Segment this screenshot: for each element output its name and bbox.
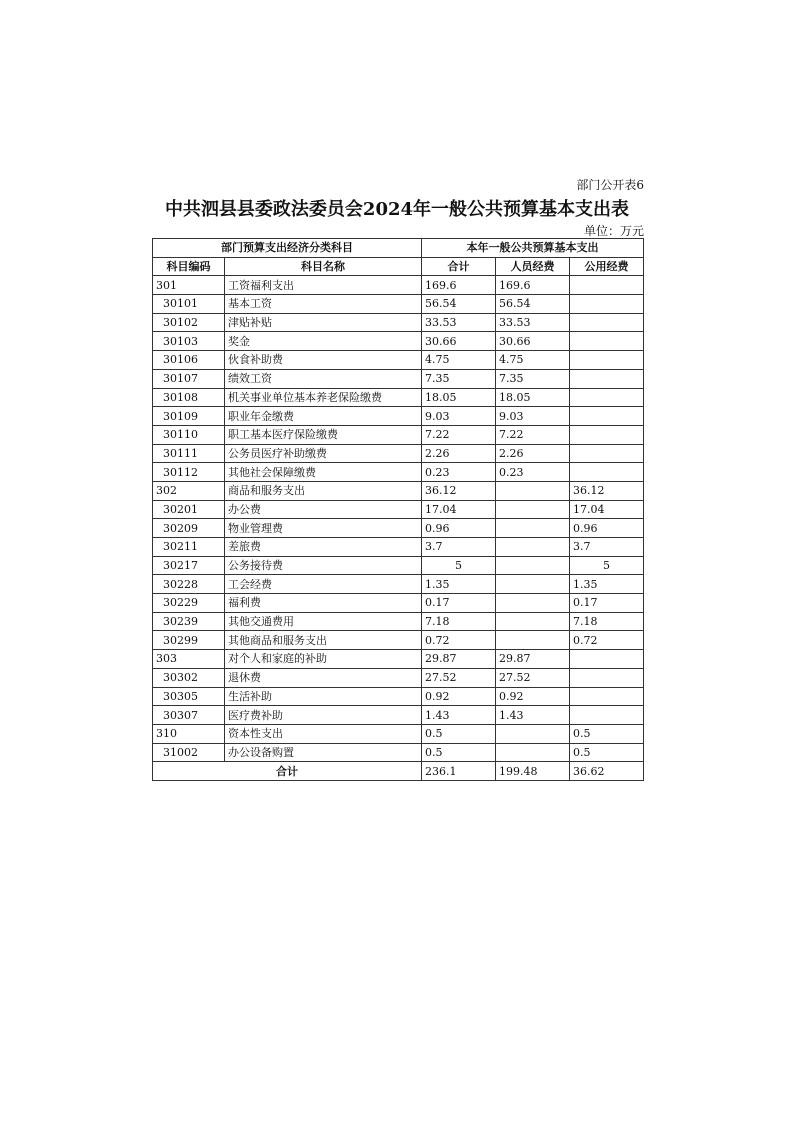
row-total: 0.17 (422, 594, 496, 613)
row-public: 7.18 (570, 612, 644, 631)
row-code: 30107 (153, 369, 225, 388)
row-code: 30228 (153, 575, 225, 594)
total-row (153, 762, 644, 781)
row-name: 绩效工资 (225, 369, 422, 388)
row-public (570, 295, 644, 314)
table-row (153, 594, 644, 613)
row-personnel: 4.75 (496, 351, 570, 370)
row-name: 机关事业单位基本养老保险缴费 (225, 388, 422, 407)
row-personnel (496, 631, 570, 650)
row-total: 9.03 (422, 407, 496, 426)
row-code: 30302 (153, 668, 225, 687)
row-personnel (496, 481, 570, 500)
row-personnel (496, 724, 570, 743)
row-personnel: 0.23 (496, 463, 570, 482)
row-name: 奖金 (225, 332, 422, 351)
row-personnel: 1.43 (496, 706, 570, 725)
row-code: 30101 (153, 295, 225, 314)
row-name: 办公费 (225, 500, 422, 519)
row-public (570, 668, 644, 687)
row-name: 生活补助 (225, 687, 422, 706)
row-total: 33.53 (422, 313, 496, 332)
table-row (153, 276, 644, 295)
budget-table (152, 238, 644, 781)
table-row (153, 295, 644, 314)
row-code: 30209 (153, 519, 225, 538)
row-total: 0.96 (422, 519, 496, 538)
row-personnel: 0.92 (496, 687, 570, 706)
row-name: 基本工资 (225, 295, 422, 314)
row-code: 30106 (153, 351, 225, 370)
table-row (153, 519, 644, 538)
row-total: 4.75 (422, 351, 496, 370)
row-name: 商品和服务支出 (225, 481, 422, 500)
row-name: 其他社会保障缴费 (225, 463, 422, 482)
row-total: 0.72 (422, 631, 496, 650)
table-row (153, 351, 644, 370)
row-personnel (496, 743, 570, 762)
row-public (570, 650, 644, 669)
row-personnel: 9.03 (496, 407, 570, 426)
row-total: 3.7 (422, 538, 496, 557)
row-personnel: 7.22 (496, 425, 570, 444)
row-public (570, 687, 644, 706)
table-row (153, 369, 644, 388)
table-row (153, 743, 644, 762)
row-code: 30102 (153, 313, 225, 332)
row-total: 7.22 (422, 425, 496, 444)
row-public (570, 276, 644, 295)
row-public: 0.72 (570, 631, 644, 650)
table-row (153, 668, 644, 687)
table-row (153, 612, 644, 631)
row-personnel (496, 556, 570, 575)
row-total: 169.6 (422, 276, 496, 295)
row-name: 办公设备购置 (225, 743, 422, 762)
table-row (153, 538, 644, 557)
row-personnel (496, 500, 570, 519)
row-personnel (496, 612, 570, 631)
row-personnel: 33.53 (496, 313, 570, 332)
group-header-classification: 部门预算支出经济分类科目 (153, 239, 422, 258)
row-public (570, 706, 644, 725)
column-header-code: 科目编码 (153, 257, 225, 276)
row-total: 0.5 (422, 743, 496, 762)
table-row (153, 313, 644, 332)
row-personnel (496, 594, 570, 613)
row-public (570, 332, 644, 351)
total-total: 236.1 (422, 762, 496, 781)
row-public (570, 463, 644, 482)
table-row (153, 650, 644, 669)
row-total: 7.35 (422, 369, 496, 388)
row-name: 对个人和家庭的补助 (225, 650, 422, 669)
row-name: 其他商品和服务支出 (225, 631, 422, 650)
row-total: 2.26 (422, 444, 496, 463)
row-name: 工资福利支出 (225, 276, 422, 295)
column-header-row (153, 257, 644, 276)
row-name: 退休费 (225, 668, 422, 687)
row-total: 5 (422, 556, 496, 575)
row-name: 其他交通费用 (225, 612, 422, 631)
table-row (153, 407, 644, 426)
table-row (153, 425, 644, 444)
row-code: 301 (153, 276, 225, 295)
row-code: 30108 (153, 388, 225, 407)
column-header-personnel: 人员经费 (496, 257, 570, 276)
total-public: 36.62 (570, 762, 644, 781)
column-header-name: 科目名称 (225, 257, 422, 276)
row-name: 公务员医疗补助缴费 (225, 444, 422, 463)
row-name: 公务接待费 (225, 556, 422, 575)
row-total: 0.23 (422, 463, 496, 482)
row-total: 30.66 (422, 332, 496, 351)
row-code: 302 (153, 481, 225, 500)
row-code: 310 (153, 724, 225, 743)
row-personnel (496, 575, 570, 594)
table-row (153, 706, 644, 725)
row-code: 30217 (153, 556, 225, 575)
row-personnel: 27.52 (496, 668, 570, 687)
row-public (570, 444, 644, 463)
total-personnel: 199.48 (496, 762, 570, 781)
table-row (153, 332, 644, 351)
row-personnel: 29.87 (496, 650, 570, 669)
row-code: 30110 (153, 425, 225, 444)
table-row (153, 388, 644, 407)
row-code: 30112 (153, 463, 225, 482)
row-code: 30109 (153, 407, 225, 426)
row-personnel: 30.66 (496, 332, 570, 351)
row-public (570, 407, 644, 426)
row-name: 伙食补助费 (225, 351, 422, 370)
row-public: 0.5 (570, 743, 644, 762)
row-public (570, 313, 644, 332)
row-public: 0.5 (570, 724, 644, 743)
row-code: 30307 (153, 706, 225, 725)
row-personnel (496, 538, 570, 557)
row-total: 0.92 (422, 687, 496, 706)
row-total: 1.35 (422, 575, 496, 594)
row-personnel: 2.26 (496, 444, 570, 463)
row-total: 27.52 (422, 668, 496, 687)
row-name: 津贴补贴 (225, 313, 422, 332)
row-name: 职工基本医疗保险缴费 (225, 425, 422, 444)
row-total: 36.12 (422, 481, 496, 500)
row-code: 303 (153, 650, 225, 669)
row-public (570, 369, 644, 388)
row-personnel: 7.35 (496, 369, 570, 388)
row-public: 1.35 (570, 575, 644, 594)
table-row (153, 463, 644, 482)
row-public (570, 425, 644, 444)
row-code: 30201 (153, 500, 225, 519)
row-public: 36.12 (570, 481, 644, 500)
row-total: 56.54 (422, 295, 496, 314)
row-public: 0.17 (570, 594, 644, 613)
group-header-budget: 本年一般公共预算基本支出 (422, 239, 644, 258)
row-code: 30239 (153, 612, 225, 631)
column-header-public: 公用经费 (570, 257, 644, 276)
page-title: 中共泗县县委政法委员会2024年一般公共预算基本支出表 (164, 199, 630, 220)
row-total: 18.05 (422, 388, 496, 407)
group-header-row (153, 239, 644, 258)
row-personnel: 56.54 (496, 295, 570, 314)
row-total: 0.5 (422, 724, 496, 743)
column-header-total: 合计 (422, 257, 496, 276)
row-public (570, 388, 644, 407)
row-code: 30103 (153, 332, 225, 351)
row-code: 30305 (153, 687, 225, 706)
row-code: 30229 (153, 594, 225, 613)
row-code: 31002 (153, 743, 225, 762)
row-total: 1.43 (422, 706, 496, 725)
row-code: 30211 (153, 538, 225, 557)
row-personnel (496, 519, 570, 538)
row-public: 5 (570, 556, 644, 575)
table-row (153, 444, 644, 463)
row-personnel: 18.05 (496, 388, 570, 407)
row-name: 差旅费 (225, 538, 422, 557)
table-row (153, 724, 644, 743)
table-row (153, 500, 644, 519)
row-public: 17.04 (570, 500, 644, 519)
row-total: 17.04 (422, 500, 496, 519)
sheet-id: 部门公开表6 (576, 178, 644, 192)
table-row (153, 481, 644, 500)
row-public: 0.96 (570, 519, 644, 538)
table-row (153, 556, 644, 575)
row-public (570, 351, 644, 370)
table-row (153, 575, 644, 594)
row-total: 7.18 (422, 612, 496, 631)
row-code: 30111 (153, 444, 225, 463)
row-name: 工会经费 (225, 575, 422, 594)
unit-label: 单位：万元 (583, 224, 644, 238)
row-name: 职业年金缴费 (225, 407, 422, 426)
table-row (153, 631, 644, 650)
row-name: 医疗费补助 (225, 706, 422, 725)
row-name: 物业管理费 (225, 519, 422, 538)
row-name: 福利费 (225, 594, 422, 613)
total-label: 合计 (153, 762, 422, 781)
row-total: 29.87 (422, 650, 496, 669)
row-code: 30299 (153, 631, 225, 650)
row-personnel: 169.6 (496, 276, 570, 295)
table-row (153, 687, 644, 706)
row-public: 3.7 (570, 538, 644, 557)
row-name: 资本性支出 (225, 724, 422, 743)
